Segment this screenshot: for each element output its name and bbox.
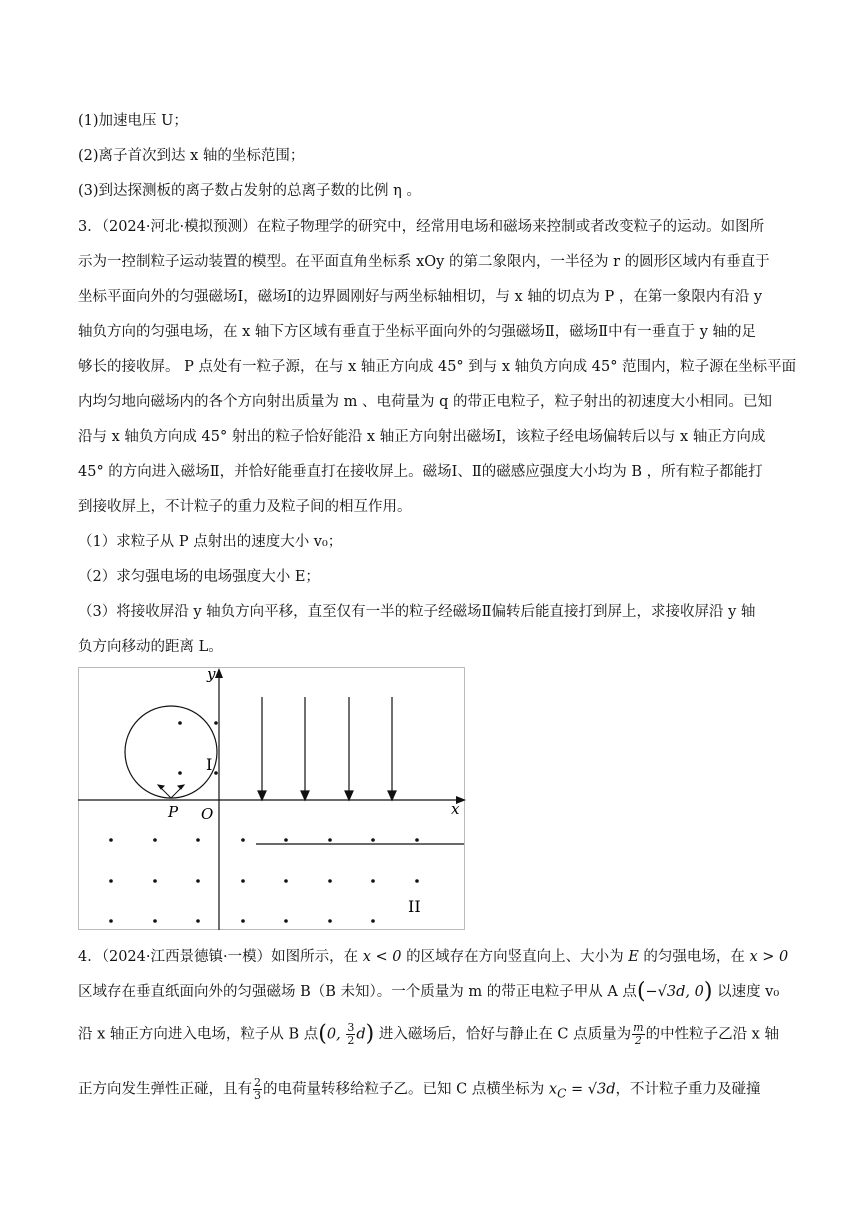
- q3-part-2: （2）求匀强电场的电场强度大小 E；: [78, 569, 320, 585]
- point-p-label: P: [168, 803, 179, 821]
- q4-text: 以速度 v₀: [712, 984, 780, 1000]
- q4-line-3: 沿 x 轴正方向进入电场，粒子从 B 点(0, $\frac{3}{2}$ d) 进入磁场后，恰好与静止在 C 点质量为 $\frac{m}{2}$ 的中性粒子乙沿 x 轴: [78, 1021, 779, 1047]
- q4-text: ，不计粒子重力及碰撞: [615, 1081, 761, 1098]
- q4-coord-b: d: [356, 1026, 366, 1043]
- q3-part-1: （1）求粒子从 P 点射出的速度大小 v₀；: [78, 534, 343, 550]
- q3-line-8: 45° 的方向进入磁场Ⅱ，并恰好能垂直打在接收屏上。磁场Ⅰ、Ⅱ的磁感应强度大小均为 B ，所有粒子都能打: [78, 464, 763, 480]
- physics-figure: [78, 667, 466, 931]
- q4-text: 沿 x 轴正方向进入电场，粒子从 B 点: [78, 1026, 319, 1043]
- q4-line-4: [78, 1077, 760, 1102]
- prev-part-1: (1)加速电压 U；: [78, 113, 188, 129]
- field-ii-dots: [109, 838, 419, 923]
- field-ii-label: II: [408, 897, 421, 916]
- q4-text: 的区域存在方向竖直向上、大小为: [401, 949, 629, 965]
- electric-field-arrows: [258, 697, 396, 800]
- q4-text: 的匀强电场，在: [638, 949, 750, 965]
- q4-text: 的中性粒子乙沿 x 轴: [645, 1026, 779, 1043]
- field-i-label: I: [206, 755, 213, 774]
- prev-part-3: (3)到达探测板的离子数占发射的总离子数的比例 η 。: [78, 183, 421, 199]
- q4-math: x: [548, 1081, 558, 1098]
- q3-part-4: 负方向移动的距离 L。: [78, 639, 223, 655]
- p-velocity-arrows: [158, 785, 184, 798]
- q4-math: x < 0: [362, 949, 402, 965]
- q3-part-3: （3）将接收屏沿 y 轴负方向平移，直至仅有一半的粒子经磁场Ⅱ偏转后能直接打到屏上，求接收屏沿 y 轴: [78, 604, 756, 620]
- q3-line-5: 够长的接收屏。 P 点处有一粒子源，在与 x 轴正方向成 45° 到与 x 轴负方向成 45° 范围内，粒子源在坐标平面: [78, 359, 797, 375]
- y-axis-label: y: [207, 667, 216, 683]
- q4-frac-2-3: $\frac{2}{3}$: [254, 1076, 261, 1102]
- q4-text: 区域存在垂直纸面向外的匀强磁场 B（B 未知）。一个质量为 m 的带正电粒子甲从 A 点: [78, 984, 637, 1000]
- q4-frac-m-2: $\frac{m}{2}$: [633, 1021, 644, 1047]
- q3-line-3: 坐标平面向外的匀强磁场Ⅰ，磁场Ⅰ的边界圆刚好与两坐标轴相切，与 x 轴的切点为 P ，在第一象限内有沿 y: [78, 289, 763, 305]
- field-i-boundary: [125, 706, 217, 798]
- q4-line-2: 区域存在垂直纸面向外的匀强磁场 B（B 未知）。一个质量为 m 的带正电粒子甲从 A 点(−√3d, 0) 以速度 v₀: [78, 979, 780, 1004]
- q3-line-6: 内均匀地向磁场内的各个方向射出质量为 m 、电荷量为 q 的带正电粒子，粒子射出的初速度大小相同。已知: [78, 394, 772, 410]
- q4-math: E: [628, 949, 639, 965]
- q4-math: = √3d: [566, 1081, 616, 1098]
- prev-part-2: (2)离子首次到达 x 轴的坐标范围；: [78, 148, 305, 164]
- q3-line-4: 轴负方向的匀强电场，在 x 轴下方区域有垂直于坐标平面向外的匀强磁场Ⅱ，磁场Ⅱ中有一垂直于 y 轴的足: [78, 324, 757, 340]
- q4-coord-a: −√3d, 0: [645, 984, 704, 1000]
- q4-line-1: [78, 948, 788, 966]
- q4-frac-3-2: $\frac{3}{2}$: [347, 1021, 355, 1047]
- q3-line-7: 沿与 x 轴负方向成 45° 射出的粒子恰好能沿 x 轴正方向射出磁场Ⅰ，该粒子经电场偏转后以与 x 轴正方向成: [78, 429, 766, 445]
- q3-line-9: 到接收屏上，不计粒子的重力及粒子间的相互作用。: [78, 499, 412, 515]
- figure-frame: [79, 668, 465, 930]
- q3-line-1: 3．（2024·河北·模拟预测）在粒子物理学的研究中，经常用电场和磁场来控制或者改变粒子的运动。如图所: [78, 219, 765, 235]
- q3-line-2: 示为一控制粒子运动装置的模型。在平面直角坐标系 xOy 的第二象限内，一半径为 r 的圆形区域内有垂直于: [78, 254, 770, 270]
- y-axis-arrow-icon: [215, 668, 223, 678]
- q4-text: 正方向发生弹性正碰，且有: [78, 1081, 252, 1098]
- q4-math-sub: C: [557, 1086, 567, 1101]
- origin-label: O: [201, 805, 214, 823]
- q4-text: 4．（2024·江西景德镇·一模）如图所示，在: [78, 949, 363, 965]
- x-axis-label: x: [451, 800, 460, 818]
- q4-text: 进入磁场后，恰好与静止在 C 点质量为: [374, 1026, 632, 1043]
- q4-coord-b: 0,: [326, 1026, 346, 1043]
- q4-text: 的电荷量转移给粒子乙。已知 C 点横坐标为: [263, 1081, 549, 1098]
- q4-math: x > 0: [749, 949, 789, 965]
